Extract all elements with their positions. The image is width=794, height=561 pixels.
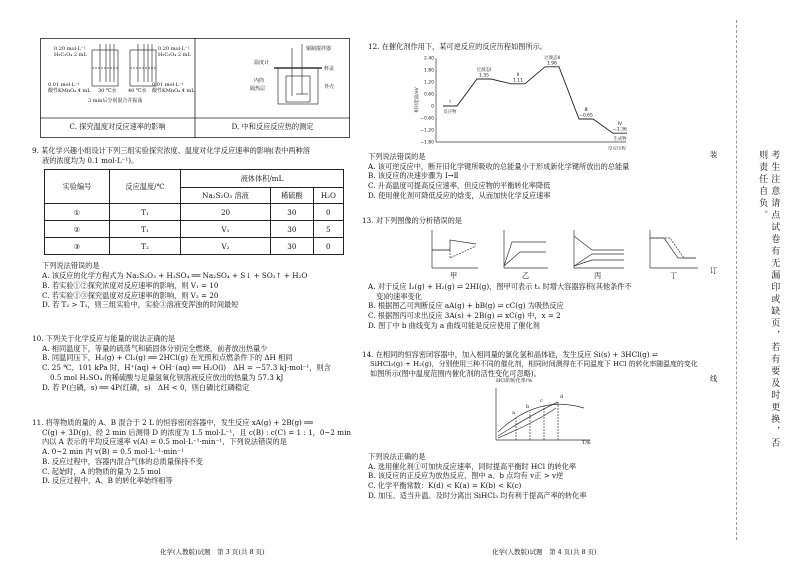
q14-stem-line2: SiHCl₃(g) + H₂(g)，分别使用三种不同的催化剂，相同时间测得在不同温度下 HCl 的转化率随温度的变化 (370, 359, 698, 368)
y-tick-label: 1.20 (423, 80, 434, 86)
q11-option-c: C. 起始时，A 的物质的量为 2.5 mol (42, 466, 161, 476)
fig-d-label-stirrer: 铜制搅拌器 (306, 46, 332, 52)
q14-stem-line3: 如图所示(图中温度范围内催化剂的活性变化可忽略)。 (370, 369, 541, 379)
table-cell: V₂ (181, 238, 271, 255)
table-row (45, 204, 344, 221)
table-cell: 20 (181, 204, 271, 221)
q11-option-b: B. 反应过程中，容器内混合气体的总质量保持不变 (42, 456, 203, 466)
curve-3 (498, 408, 556, 438)
q10-option-c: C. 25 ℃、101 kPa 时，H⁺(aq) + OH⁻(aq) ══ H₂O(l) ΔH = −57.3 kJ·mol⁻¹，则含 (42, 363, 331, 373)
q14-chart-svg (486, 382, 596, 448)
q13-option-b: B. 根据图乙可判断反应 aA(g) + bB(g) ⇌ cC(g) 为吸热反应 (368, 301, 564, 311)
fig-c-label-5: 0.01 mol·L⁻¹ (48, 82, 80, 88)
table-row (45, 238, 344, 255)
q12-ask: 下列说法错误的是 (368, 152, 426, 161)
q13-label-yi: 乙 (522, 271, 530, 280)
q12-option-a: A. 该可逆反应中，断开旧化学键所吸收的总能量小于形成新化学键所放出的总能量 (368, 161, 630, 171)
q13-figures-svg (428, 228, 708, 272)
q13-fig-jia (432, 230, 478, 268)
table-cell: ① (45, 204, 110, 221)
fig-c-label-4: H₂C₂O₄ 2 mL (158, 52, 191, 58)
table-cell: T₂ (110, 238, 181, 255)
binding-line (736, 20, 737, 540)
q14-option-c: C. 化学平衡常数：K(d) < K(a) = K(b) < K(c) (368, 481, 522, 491)
y-tick-label: 0 (431, 104, 434, 110)
q14-point-d: d (560, 394, 564, 400)
q13-label-bing: 丙 (594, 271, 602, 280)
q10-stem: 10. 下列关于化学反应与能量的说法正确的是 (32, 334, 176, 343)
level-value: −0.65 (579, 113, 593, 119)
q11-stem-line2: C(g) + 3D(g)，经 2 min 后测得 D 的浓度为 1.5 mol·L⁻¹，且 c(B) : c(C) = 1 : 1，0~2 min (42, 427, 352, 437)
fig-c-label-3: 0.20 mol·L⁻¹ (158, 46, 190, 52)
q13-label-jia: 甲 (450, 271, 458, 280)
level-sublabel: 反应物 (443, 110, 457, 115)
level-value: 1.11 (512, 78, 524, 84)
fig-c-label-10: 酸性KMnO₄ 4 mL (152, 88, 195, 94)
fig-c-label-8: 40 ℃水 (128, 88, 147, 94)
q13-fig-bing (574, 230, 624, 268)
table-cell: ② (45, 221, 110, 238)
q14-conversion-chart (486, 378, 596, 452)
q9-subheader-na2s2o3: Na₂S₂O₃ 溶液 (181, 188, 271, 204)
level-sublabel: 生成物 (613, 137, 627, 143)
q10-option-b: B. 同温同压下，H₂(g) + Cl₂(g) ══ 2HCl(g) 在光照和点燃条件下的 ΔH 相同 (42, 353, 293, 363)
q9-header-temp: 反应温度/℃ (110, 170, 181, 204)
y-tick-label: 0.60 (423, 92, 434, 98)
fig-c-label-6: 酸性KMnO₄ 4 mL (48, 88, 91, 94)
q13-fig-yi (504, 230, 548, 268)
fig-d-label-shell: 外壳 (324, 84, 335, 90)
table-cell: ③ (45, 238, 110, 255)
table-cell: T₁ (110, 221, 181, 238)
question-14 (362, 350, 724, 379)
fig-c-label-9: 0.01 mol·L⁻¹ (152, 82, 184, 88)
energy-profile-line (443, 67, 627, 133)
fig-c-label-2: H₂C₂O₄ 2 mL (54, 52, 87, 58)
q12-option-d: D. 使用催化剂可降低反应的焓变，从而加快化学反应速率 (368, 190, 551, 200)
q11-stem-line1: 11. 将等物质的量的 A、B 混合于 2 L 的恒容密闭容器中，发生反应 xA(g) + 2B(g) ══ (32, 418, 313, 427)
level-value: 1.35 (478, 73, 490, 79)
q9-ask: 下列说法错误的是 (42, 261, 100, 271)
question-9 (32, 146, 352, 310)
x-axis-label: 反应历程 (608, 147, 626, 150)
q13-option-c: C. 根据图丙可求出反应 3A(s) + 2B(g) ⇌ xC(g) 中，x = 2 (368, 311, 561, 321)
q12-energy-diagram (412, 54, 632, 150)
q13-option-a: A. 对于反应 I₂(g) + H₂(g) ⇌ 2HI(g)，图甲可表示 t₁ 时增大容器容积(其他条件不 (368, 282, 632, 291)
q13-fig-ding (650, 230, 698, 268)
q11-option-a: A. 0~2 min 内 v(B) = 0.5 mol·L⁻¹·min⁻¹ (42, 447, 184, 457)
table-cell: 0 (313, 238, 343, 255)
table-cell: 5 (313, 221, 343, 238)
q14-options (368, 452, 728, 501)
y-tick-label: −1.80 (420, 140, 434, 146)
exam-notice: 考生注意请点试卷有无漏印或缺页，若有要及时更换，否则责任自负。 (757, 150, 780, 450)
level-label: 过渡态Ⅰ (476, 68, 492, 73)
q12-option-b: B. 该反应的决速步骤为 Ⅰ→Ⅱ (368, 171, 459, 181)
fig-d-label-inner: 内筒 (254, 78, 265, 84)
question-12 (368, 42, 728, 52)
fig-d-label-insulation: 隔热层 (250, 86, 266, 92)
q11-stem-line3: 内以 A 表示的平均反应速率 v(A) = 0.5 mol·L⁻¹·min⁻¹，下列说法错误的是 (42, 437, 287, 447)
q9-subheader-h2o: H₂O (313, 188, 343, 204)
q14-ylabel: HCl的转化率/% (496, 378, 533, 384)
question-10 (32, 334, 352, 392)
q14-option-d: D. 加压、适当升温、及时分离出 SiHCl₃ 均有利于提高产率的转化率 (368, 490, 587, 500)
level-label: I (449, 100, 451, 105)
q9-stem-line1: 9. 某化学兴趣小组设计下列三组实验探究浓度、温度对化学反应速率的影响(表中两种溶 (32, 146, 310, 155)
question-11 (32, 418, 352, 486)
table-cell: V₁ (181, 221, 271, 238)
q13-options (368, 282, 728, 331)
q14-xlabel: T/K (582, 440, 591, 446)
table-cell: 30 (271, 221, 314, 238)
binding-label-xian: 线 (710, 374, 718, 383)
q14-stem-line1: 14. 在相同的恒容密闭容器中，加入相同量的氯化氢和晶体硅，发生反应 Si(s) + 3HCl(g) ⇌ (362, 350, 658, 359)
level-label: Ⅲ (584, 108, 588, 113)
q8-figure-table (40, 38, 350, 138)
fig-c-label-7: 30 ℃水 (98, 88, 117, 94)
q13-option-d: D. 图丁中 b 曲线变为 a 曲线可能是反应使用了催化剂 (368, 320, 540, 330)
table-cell: 0 (313, 204, 343, 221)
fig-d-calorimeter (274, 44, 322, 104)
q10-option-a: A. 相同温度下，等量的硫蒸气和硫固体分别完全燃烧，前者放出热量少 (42, 343, 268, 353)
q14-ask: 下列说法正确的是 (368, 452, 426, 461)
table-row (45, 221, 344, 238)
level-label: 过渡态Ⅱ (544, 55, 560, 61)
q12-chart-svg (412, 54, 632, 150)
q9-subheader-h2so4: 稀硫酸 (271, 188, 314, 204)
y-axis-label: 相对能量/eV (415, 87, 420, 113)
q12-option-c: C. 升高温度可提高反应速率，但反应物的平衡转化率降低 (368, 181, 551, 191)
fig-d-label-lid: 杯盖 (324, 66, 335, 72)
y-tick-label: −0.60 (420, 116, 434, 122)
level-label: Ⅳ (617, 122, 623, 128)
binding-label-zhuang: 装 (710, 150, 718, 159)
fig-d-label-thermometer: 温度计 (254, 60, 270, 66)
q9-header-id: 实验编号 (45, 170, 110, 204)
q14-point-a: a (512, 410, 515, 416)
level-label: Ⅱ (516, 72, 520, 78)
q14-option-b: B. 该反应的正反应为放热反应，图中 a、b 点均有 v正 > v逆 (368, 471, 564, 481)
table-cell: 30 (271, 204, 314, 221)
q9-option-b: B. 若实验①②探究浓度对反应速率的影响，则 V₁ = 10 (42, 280, 219, 290)
q9-header-volume: 液体体积/mL (181, 170, 344, 188)
q13-figures (428, 228, 708, 280)
y-tick-label: −1.20 (420, 128, 434, 134)
q8-option-d: D. 中和反应反应热的测定 (231, 122, 314, 131)
level-value: 1.96 (546, 61, 558, 67)
q13-label-ding: 丁 (670, 271, 678, 280)
q9-option-d: D. 若 T₂ > T₁，则三组实验中，实验③溶液变浑浊的时间最短 (42, 300, 239, 310)
q13-option-a-cont: 变)的速率变化 (376, 291, 422, 301)
q9-option-a: A. 该反应的化学方程式为 Na₂S₂O₃ + H₂SO₄ ══ Na₂SO₄ + S↓ + SO₂↑ + H₂O (42, 271, 308, 281)
q10-option-c-cont: 0.5 mol H₂SO₄ 的稀硫酸与足量氢氧化钡溶液反应放出的热量为 57.3 kJ (50, 372, 284, 382)
level-value: −1.36 (613, 127, 627, 133)
footer-page-4: 化学(人教版)试题 第 4 页(共 8 页) (492, 548, 597, 556)
q9-option-c: C. 若实验①③探究温度对反应速率的影响，则 V₂ = 20 (42, 290, 219, 300)
fig-c-apparatus (92, 44, 156, 86)
q14-option-a: A. 选用催化剂①可加快反应速率，同时提高平衡时 HCl 的转化率 (368, 461, 577, 471)
q9-stem-line2: 液的浓度均为 0.1 mol·L⁻¹)。 (42, 155, 139, 165)
q13-stem: 13. 对下列图像的分析错误的是 (362, 216, 462, 225)
fig-c-caption: 3 min后分别混合并振荡 (88, 98, 143, 104)
fig-c-label-1: 0.20 mol·L⁻¹ (54, 46, 86, 52)
q9-table (44, 169, 344, 255)
q11-option-d: D. 反应过程中，A、B 的转化率始终相等 (42, 476, 173, 486)
footer-page-3: 化学(人教版)试题 第 3 页(共 8 页) (160, 548, 265, 556)
table-cell: 30 (271, 238, 314, 255)
y-tick-label: 2.40 (423, 56, 434, 62)
table-cell: T₁ (110, 204, 181, 221)
question-13 (362, 216, 722, 226)
q12-options (368, 152, 728, 201)
q14-point-b: b (526, 404, 530, 410)
q10-option-d: D. 若 P(白磷，s) ══ 4P(红磷，s) ΔH < 0，则白磷比红磷稳定 (42, 382, 250, 392)
q12-stem: 12. 在催化剂作用下，某可逆反应的反应历程如图所示。 (368, 42, 548, 51)
q14-point-c: c (540, 398, 543, 404)
y-tick-label: 1.80 (423, 68, 434, 74)
q8-option-c: C. 探究温度对反应速率的影响 (69, 122, 166, 131)
binding-label-ding: 订 (710, 266, 718, 275)
